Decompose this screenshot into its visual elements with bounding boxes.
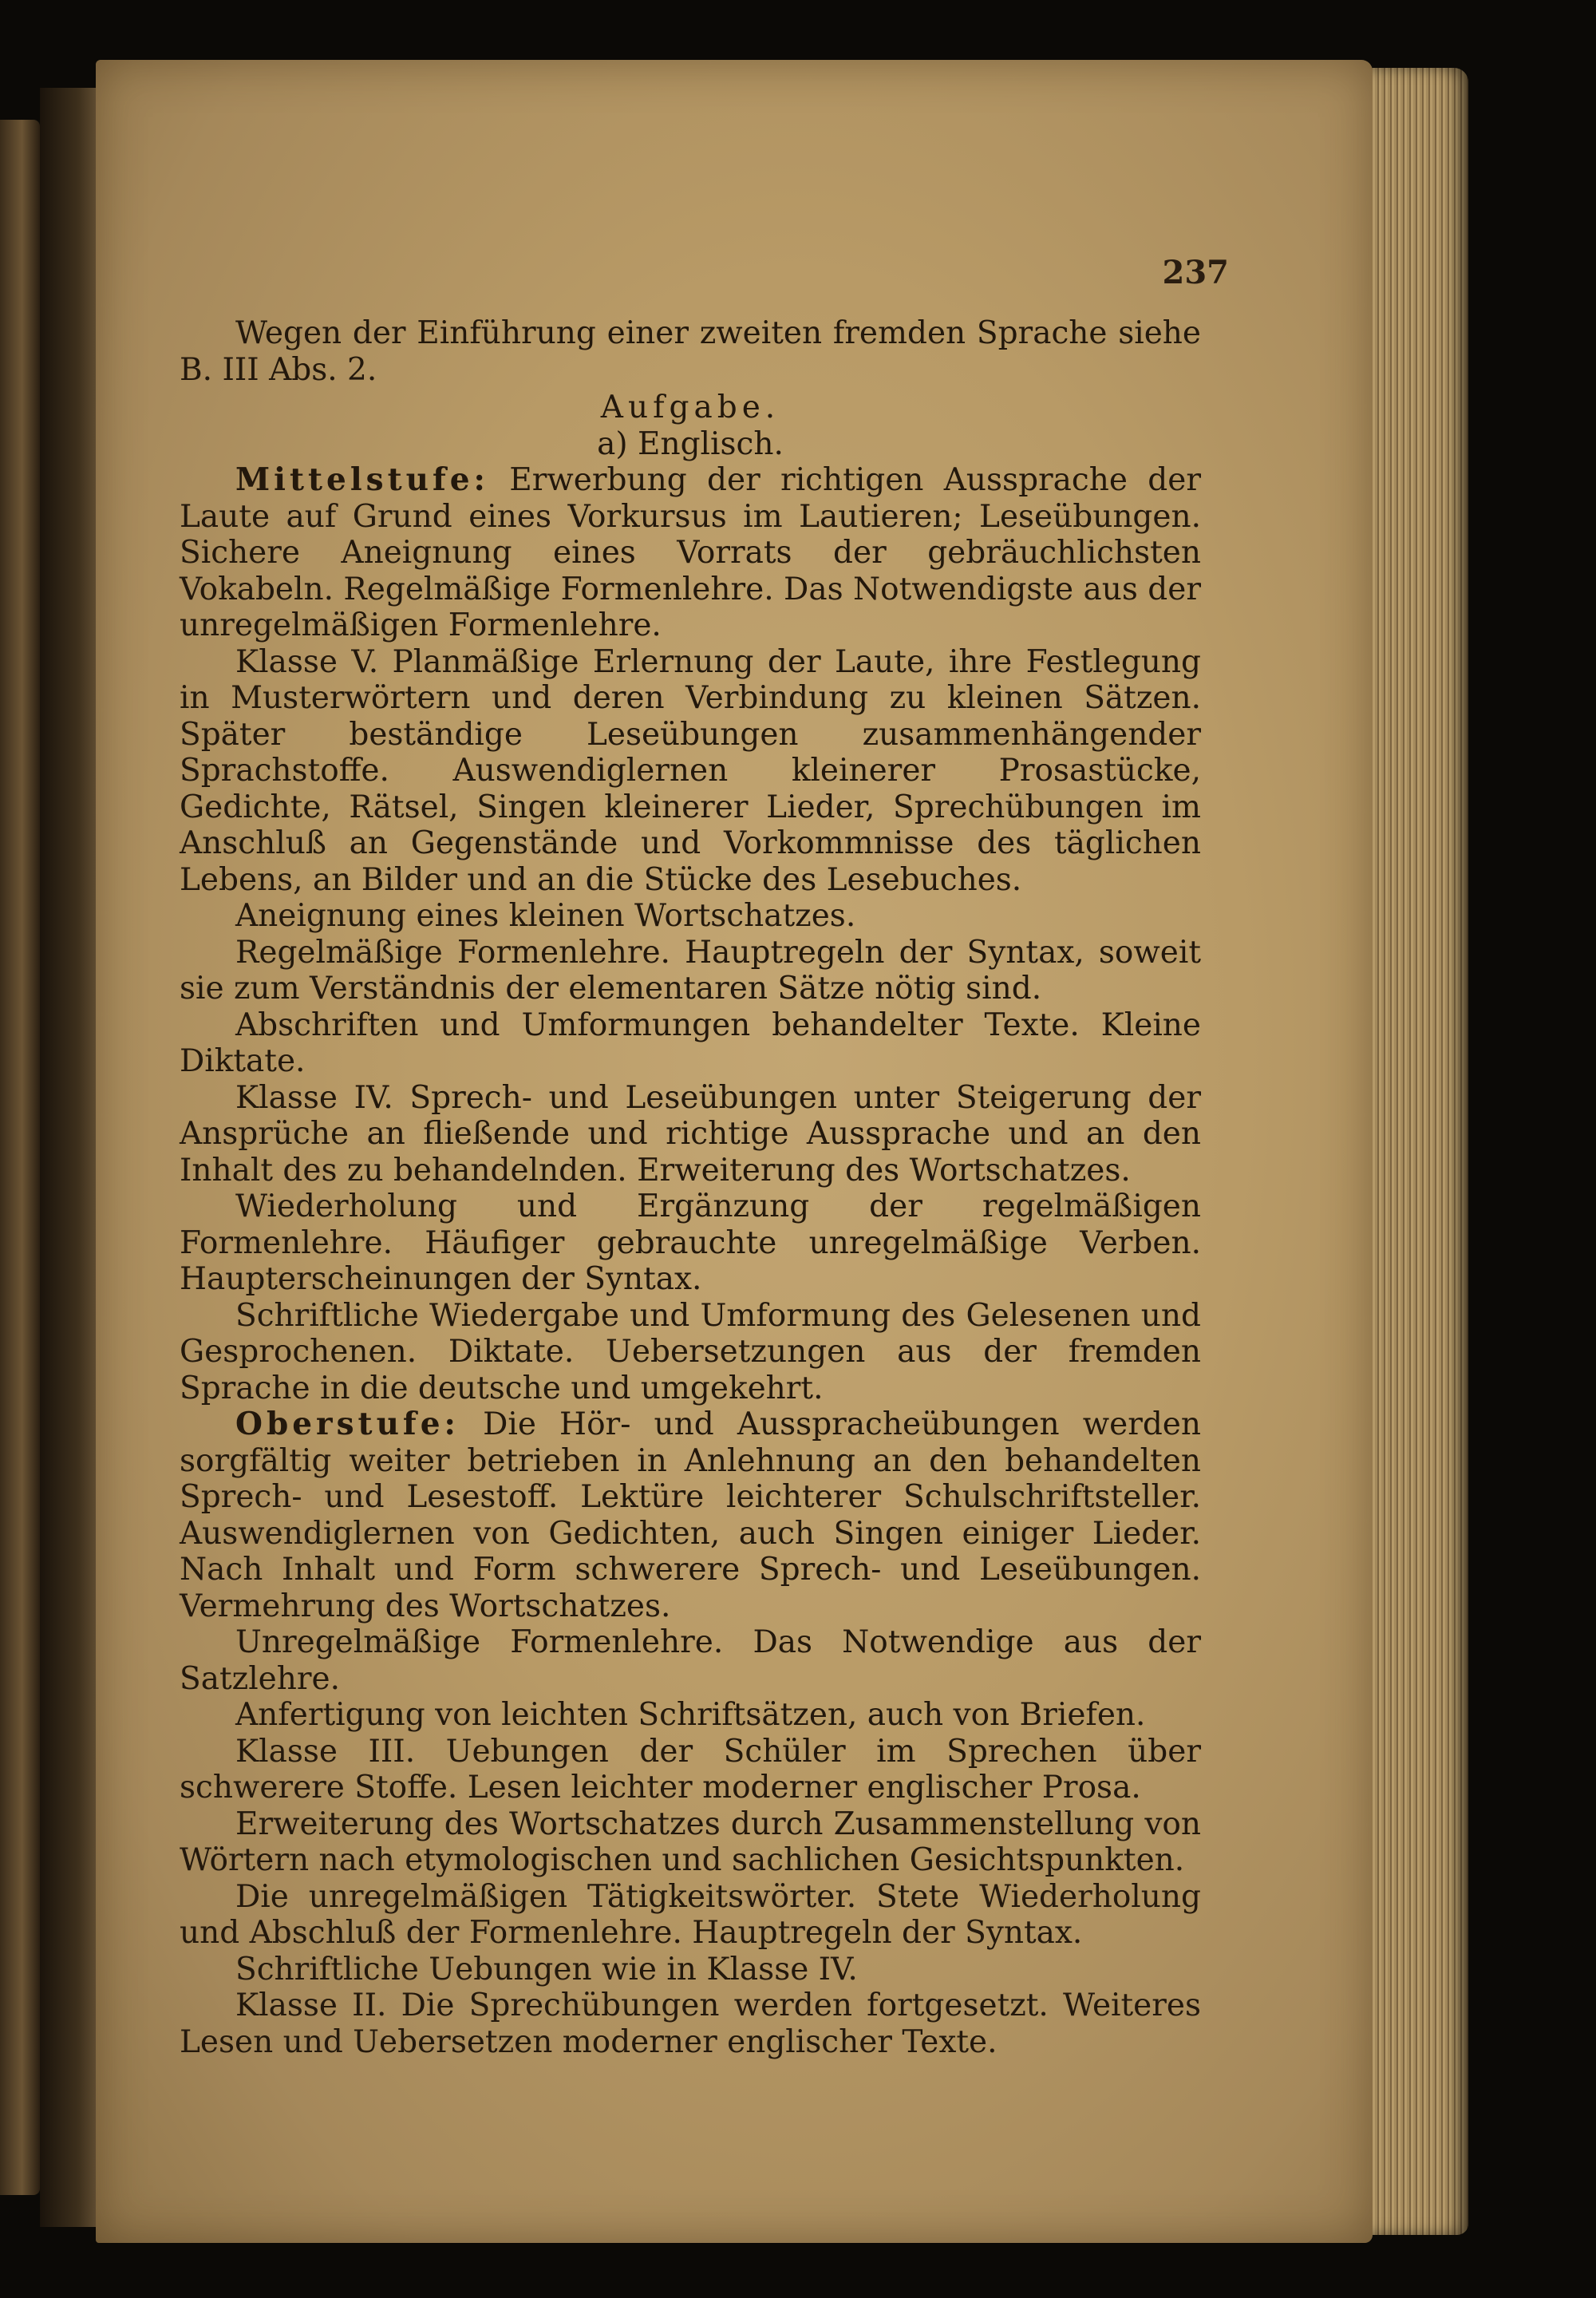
intro-paragraph: Wegen der Einführung einer zweiten fremden Sprache siehe B. III Abs. 2. (180, 315, 1201, 388)
paragraph: Aneignung eines kleinen Wortschatzes. (235, 898, 856, 934)
book-gutter (40, 88, 104, 2227)
paragraph: Abschriften und Umformungen behandelter Texte. Kleine Diktate. (180, 1007, 1201, 1079)
paragraph: Schriftliche Wiedergabe und Umformung des Gelesenen und Gesprochenen. Diktate. Uebersetzungen aus der fremden Sprache in die deutsche und umgekehrt. (180, 1297, 1201, 1406)
page-text (180, 315, 1201, 2060)
paragraph: Klasse II. Die Sprechübungen werden fortgesetzt. Weiteres Lesen und Uebersetzen moderner englischer Texte. (180, 1988, 1201, 2060)
paragraph: Oberstufe: Die Hör- und Ausspracheübungen werden sorgfältig weiter betrieben in Anlehnung an den behandelten Sprech- und Lesestoff. Lektüre leichterer Schulschriftsteller. Auswendiglernen von Gedichten, auch Singen einiger Lieder. Nach Inhalt und Form schwerere Sprech- und Leseübungen. Vermehrung des Wortschatzes. (180, 1406, 1201, 1624)
paragraph: Schriftliche Uebungen wie in Klasse IV. (235, 1951, 858, 1988)
subsection-heading: a) Englisch. (597, 425, 784, 462)
stage-label: Mittelstufe: (235, 461, 489, 498)
paragraph: Regelmäßige Formenlehre. Hauptregeln der Syntax, soweit sie zum Verständnis der elementaren Sätze nötig sind. (180, 934, 1201, 1007)
paragraph: Klasse V. Planmäßige Erlernung der Laute, ihre Festlegung in Musterwörtern und deren Verbindung zu kleinen Sätzen. Später beständige Leseübungen zusammenhängender Sprachstoffe. Auswendiglernen kleinerer Prosastücke, Gedichte, Rätsel, Singen kleinerer Lieder, Sprechübungen im Anschluß an Gegenstände und Vorkommnisse des täglichen Lebens, an Bilder und an die Stücke des Lesebuches. (180, 643, 1201, 898)
paragraph: Wiederholung und Ergänzung der regelmäßigen Formenlehre. Häufiger gebrauchte unregelmäßige Verben. Haupterscheinungen der Syntax. (180, 1189, 1201, 1297)
paragraph: Mittelstufe: Erwerbung der richtigen Aussprache der Laute auf Grund eines Vorkursus im Lautieren; Leseübungen. Sichere Aneignung eines Vorrats der gebräuchlichsten Vokabeln. Regelmäßige Formenlehre. Das Notwendigste aus der unregelmäßigen Formenlehre. (180, 461, 1201, 643)
paragraph: Die unregelmäßigen Tätigkeitswörter. Stete Wiederholung und Abschluß der Formenlehre. Hauptregeln der Syntax. (180, 1878, 1201, 1951)
left-page-edge (0, 120, 40, 2195)
stage-label: Oberstufe: (235, 1406, 460, 1442)
section-heading: Aufgabe. (600, 390, 780, 425)
paragraph: Klasse III. Uebungen der Schüler im Sprechen über schwerere Stoffe. Lesen leichter moderner englischer Prosa. (180, 1733, 1201, 1806)
paragraph: Erweiterung des Wortschatzes durch Zusammenstellung von Wörtern nach etymologischen und sachlichen Gesichtspunkten. (180, 1806, 1201, 1878)
page-number: 237 (1162, 254, 1229, 291)
paragraph: Unregelmäßige Formenlehre. Das Notwendige aus der Satzlehre. (180, 1624, 1201, 1697)
page-stack-edge (1369, 68, 1468, 2235)
paragraph: Anfertigung von leichten Schriftsätzen, auch von Briefen. (235, 1697, 1146, 1733)
paragraph: Klasse IV. Sprech- und Leseübungen unter Steigerung der Ansprüche an fließende und richtige Aussprache und an den Inhalt des zu behandelnden. Erweiterung des Wortschatzes. (180, 1079, 1201, 1189)
